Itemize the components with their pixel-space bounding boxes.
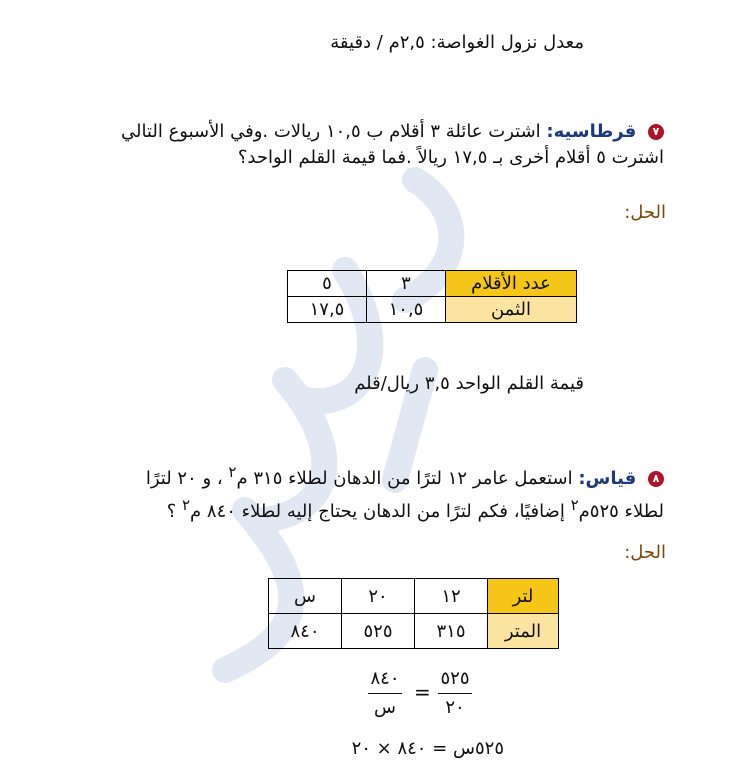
- pencils-price-table: [287, 270, 577, 323]
- problem-title: قرطاسيه:: [546, 121, 637, 142]
- table-cell: ٢٠: [342, 579, 415, 614]
- solution-label: الحل:: [624, 542, 666, 563]
- table-header-cell: لتر: [488, 579, 559, 614]
- descent-rate-line: معدل نزول الغواصة: ٢,٥م / دقيقة: [330, 32, 584, 53]
- problem-8: [104, 459, 664, 525]
- problem-text: اشترت عائلة ٣ أقلام ب ١٠,٥ ريالات .وفي الأسبوع التالي اشترت ٥ أقلام أخرى بـ ١٧,٥ ريالاً .فما قيمة القلم الواحد؟: [120, 121, 664, 168]
- fraction-numerator: ٨٤٠: [370, 668, 400, 689]
- problem-text-part: ، و ٢٠ لترًا لطلاء ٥٢٥م: [145, 468, 664, 522]
- fraction-numerator: ٥٢٥: [440, 668, 470, 689]
- superscript-2: ٢: [181, 496, 191, 514]
- table-header-cell: عدد الأقلام: [446, 271, 577, 297]
- table-cell: ١٠,٥: [367, 297, 446, 323]
- equals-sign: =: [414, 680, 431, 704]
- table-cell: س: [269, 579, 342, 614]
- superscript-2: ٢: [228, 463, 237, 481]
- table-cell: ٥: [288, 271, 367, 297]
- problem-7: [104, 119, 664, 171]
- fraction-left: [368, 668, 402, 719]
- table-cell: ٨٤٠: [269, 614, 342, 649]
- problem-number-badge: ٨: [648, 471, 664, 487]
- fraction-bar: [438, 693, 472, 694]
- table-cell: ٣١٥: [415, 614, 488, 649]
- result-line: قيمة القلم الواحد ٣,٥ ريال/قلم: [354, 373, 584, 394]
- superscript-2: ٢: [570, 496, 579, 514]
- solution-label: الحل:: [624, 202, 666, 223]
- paint-liters-table: [268, 578, 559, 649]
- table-row: [288, 297, 577, 323]
- table-header-cell: الثمن: [446, 297, 577, 323]
- fraction-denominator: ٢٠: [445, 697, 465, 718]
- problem-text-part: إضافيًا، فكم لترًا من الدهان يحتاج إليه لطلاء ٨٤٠ م: [190, 501, 571, 522]
- table-cell: ١٢: [415, 579, 488, 614]
- problem-text-part: ؟: [166, 501, 182, 522]
- problem-title: قياس:: [578, 468, 637, 489]
- fraction-denominator: س: [374, 697, 396, 718]
- fraction-bar: [368, 693, 402, 694]
- problem-text-part: استعمل عامر ١٢ لترًا من الدهان لطلاء ٣١٥ م: [236, 468, 573, 489]
- cross-multiplication-equation: ٥٢٥س = ٨٤٠ × ٢٠: [351, 738, 504, 759]
- problem-number-badge: ٧: [648, 124, 664, 140]
- fraction-right: [438, 668, 472, 719]
- table-cell: ٥٢٥: [342, 614, 415, 649]
- table-cell: ٣: [367, 271, 446, 297]
- table-row: [269, 579, 559, 614]
- table-row: [269, 614, 559, 649]
- table-header-cell: المتر: [488, 614, 559, 649]
- table-row: [288, 271, 577, 297]
- table-cell: ١٧,٥: [288, 297, 367, 323]
